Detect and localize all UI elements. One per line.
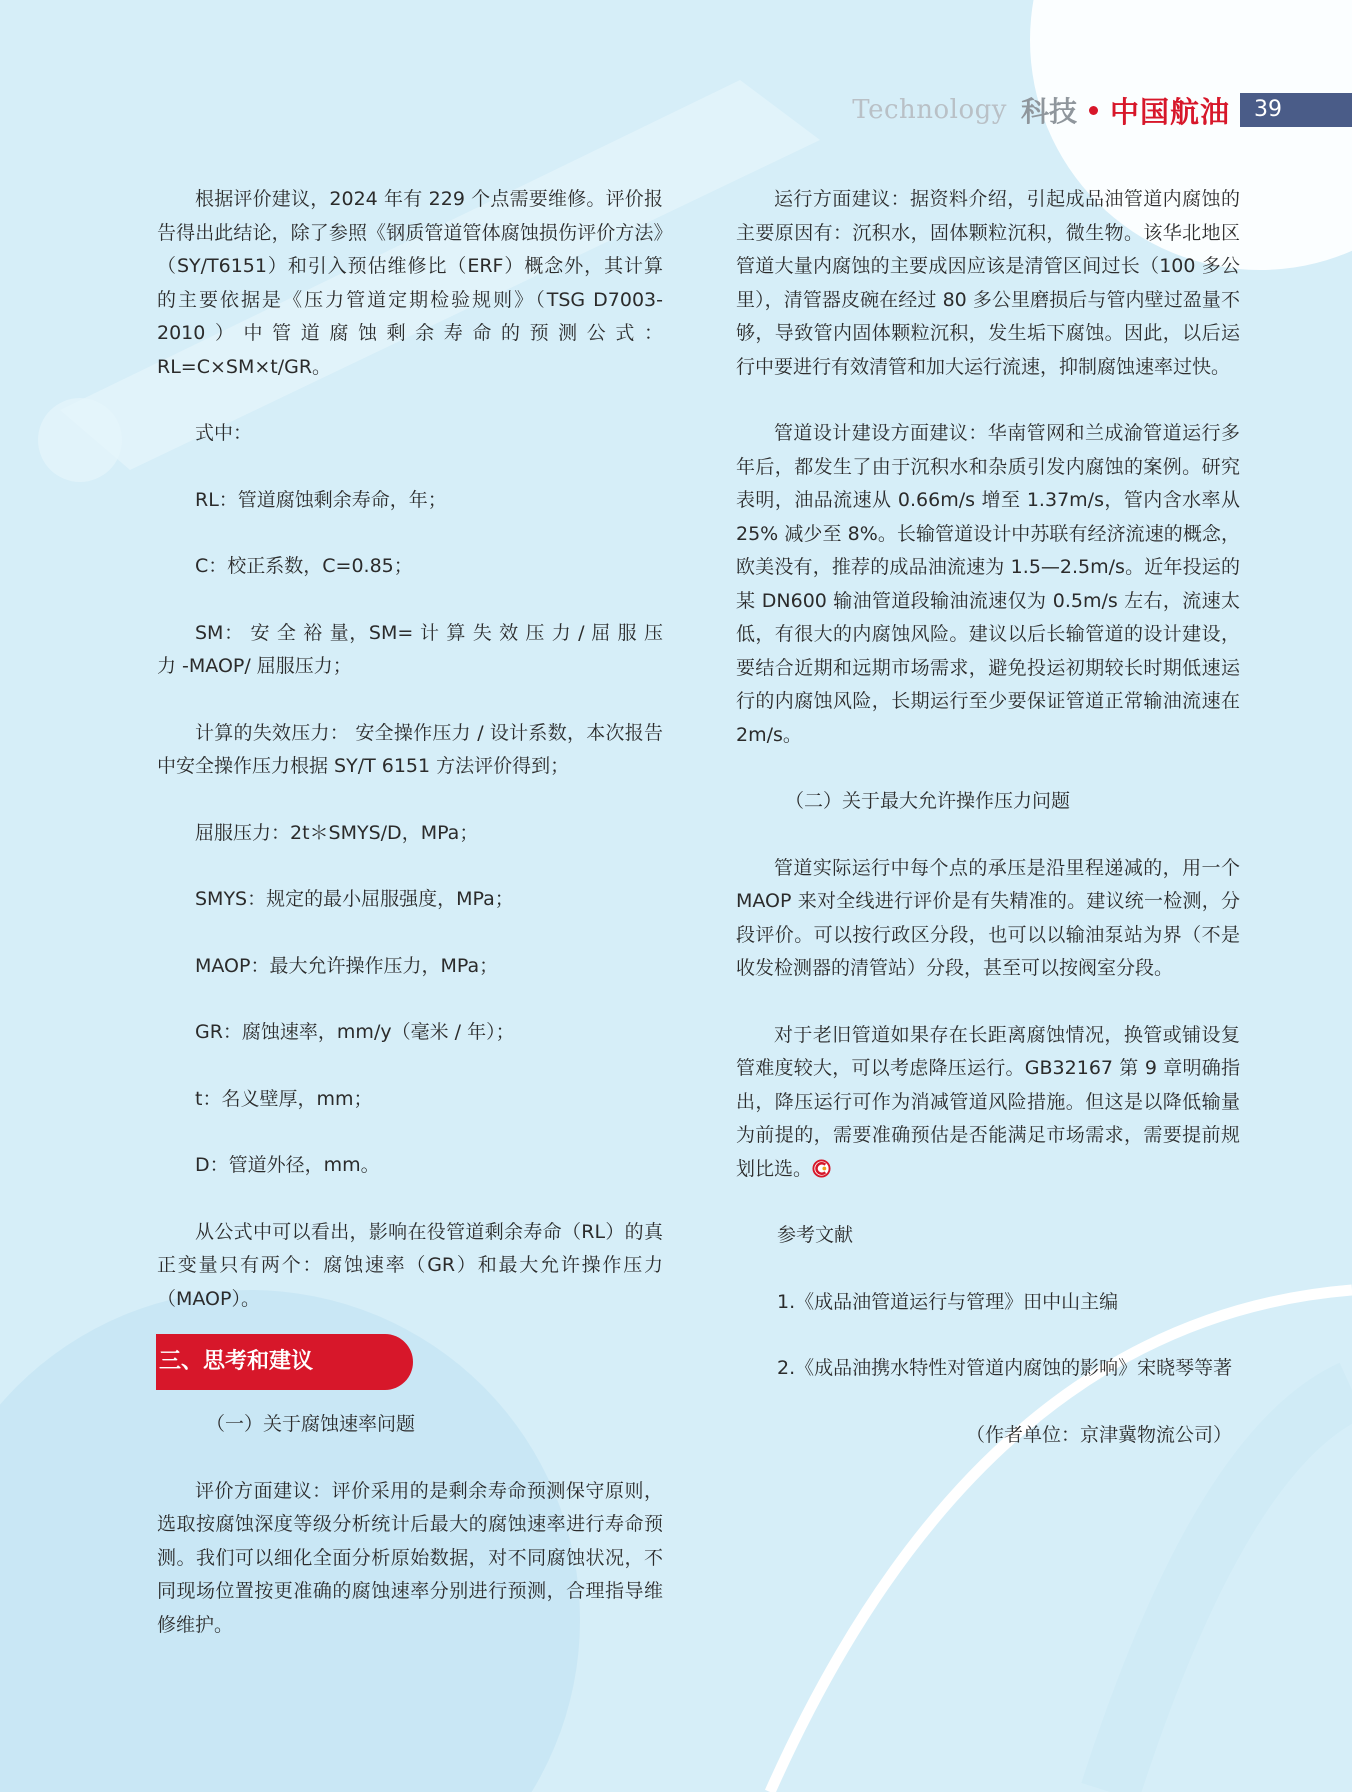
left-paragraph: C：校正系数，C=0.85； xyxy=(195,555,413,577)
left-paragraph: 计算的失效压力： 安全操作压力 / 设计系数，本次报告中安全操作压力根据 SY/T 6151 方法评价得到； xyxy=(157,721,663,777)
page-header xyxy=(852,93,1352,127)
left-paragraph: SMYS：规定的最小屈服强度，MPa； xyxy=(195,888,514,910)
left-paragraph: RL：管道腐蚀剩余寿命，年； xyxy=(195,488,447,511)
left-paragraph: 式中： xyxy=(195,422,253,444)
right-paragraph-end xyxy=(736,1019,1240,1187)
right-paragraph-text: 对于老旧管道如果存在长距离腐蚀情况，换管或铺设复管难度较大，可以考虑降压运行。GB32167 第 9 章明确指出，降压运行可作为消减管道风险措施。但这是以降低输量为前提的，需要准确预估是否能满足市场需求，需要提前规划比选。 xyxy=(736,1023,1240,1180)
author-affiliation: （作者单位：京津冀物流公司） xyxy=(965,1423,1232,1446)
left-paragraph: 屈服压力：2t＊SMYS/D，MPa； xyxy=(195,821,479,844)
subsection-heading: （一）关于腐蚀速率问题 xyxy=(206,1413,416,1435)
reference-item: 1.《成品油管道运行与管理》田中山主编 xyxy=(777,1290,1119,1313)
reference-item: 2.《成品油携水特性对管道内腐蚀的影响》宋晓琴等著 xyxy=(777,1357,1233,1379)
right-paragraph: 管道实际运行中每个点的承压是沿里程递减的，用一个 MAOP 来对全线进行评价是有失精准的。建议统一检测，分段评价。可以按行政区分段，也可以以输油泵站为界（不是收发检测器的清管站）分段，甚至可以按阀室分段。 xyxy=(736,856,1240,979)
header-keji: 科技 xyxy=(1020,95,1077,128)
header-technology: Technology xyxy=(852,95,1007,125)
end-mark-icon xyxy=(812,1159,831,1178)
subsection-heading: （二）关于最大允许操作压力问题 xyxy=(785,790,1071,812)
left-paragraph: SM： 安 全 裕 量，SM= 计 算 失 效 压 力 / 屈 服 压 力 -MAOP/ 屈服压力； xyxy=(157,621,663,677)
left-paragraph: t：名义壁厚，mm； xyxy=(195,1087,373,1110)
left-paragraph: MAOP：最大允许操作压力，MPa； xyxy=(195,954,499,977)
right-column xyxy=(736,183,1240,1452)
left-paragraph: D：管道外径，mm。 xyxy=(195,1154,380,1176)
right-paragraph: 管道设计建设方面建议：华南管网和兰成渝管道运行多年后，都发生了由于沉积水和杂质引发内腐蚀的案例。研究表明，油品流速从 0.66m/s 增至 1.37m/s，管内含水率从 25% 减少至 8%。长输管道设计中苏联有经济流速的概念，欧美没有，推荐的成品油流速为 1.5—2.5m/s。近年投运的某 DN600 输油管道段输油流速仅为 0.5m/s 左右，流速太低，有很大的内腐蚀风险。建议以后长输管道的设计建设，要结合近期和远期市场需求，避免投运初期较长时期低速运行的内腐蚀风险，长期运行至少要保证管道正常输油流速在 2m/s。 xyxy=(736,422,1240,746)
section-heading: 三、思考和建议 xyxy=(156,1334,413,1390)
left-paragraph: GR：腐蚀速率，mm/y（毫米 / 年）； xyxy=(195,1021,515,1043)
page-number: 39 xyxy=(1240,93,1352,127)
left-paragraph: 根据评价建议，2024 年有 229 个点需要维修。评价报告得出此结论，除了参照《钢质管道管体腐蚀损伤评价方法》（SY/T6151）和引入预估维修比（ERF）概念外，其计算的主要依据是《压力管道定期检验规则》（TSG D7003-2010）中管道腐蚀剩余寿命的预测公式：RL=C×SM×t/GR。 xyxy=(157,188,663,378)
left-paragraph: 评价方面建议：评价采用的是剩余寿命预测保守原则，选取按腐蚀深度等级分析统计后最大的腐蚀速率进行寿命预测。我们可以细化全面分析原始数据，对不同腐蚀状况，不同现场位置按更准确的腐蚀速率分别进行预测，合理指导维修维护。 xyxy=(157,1479,663,1636)
header-brand: 中国航油 xyxy=(1109,94,1230,129)
left-paragraph: 从公式中可以看出，影响在役管道剩余寿命（RL）的真正变量只有两个：腐蚀速率（GR）和最大允许操作压力（MAOP）。 xyxy=(157,1220,663,1310)
header-dot-icon xyxy=(1089,106,1098,115)
right-paragraph: 运行方面建议：据资料介绍，引起成品油管道内腐蚀的主要原因有：沉积水，固体颗粒沉积，微生物。该华北地区管道大量内腐蚀的主要成因应该是清管区间过长（100 多公里），清管器皮碗在经过 80 多公里磨损后与管内壁过盈量不够，导致管内固体颗粒沉积，发生垢下腐蚀。因此，以后运行中要进行有效清管和加大运行流速，抑制腐蚀速率过快。 xyxy=(736,188,1240,378)
left-column xyxy=(157,183,663,1642)
references-title: 参考文献 xyxy=(777,1224,854,1246)
